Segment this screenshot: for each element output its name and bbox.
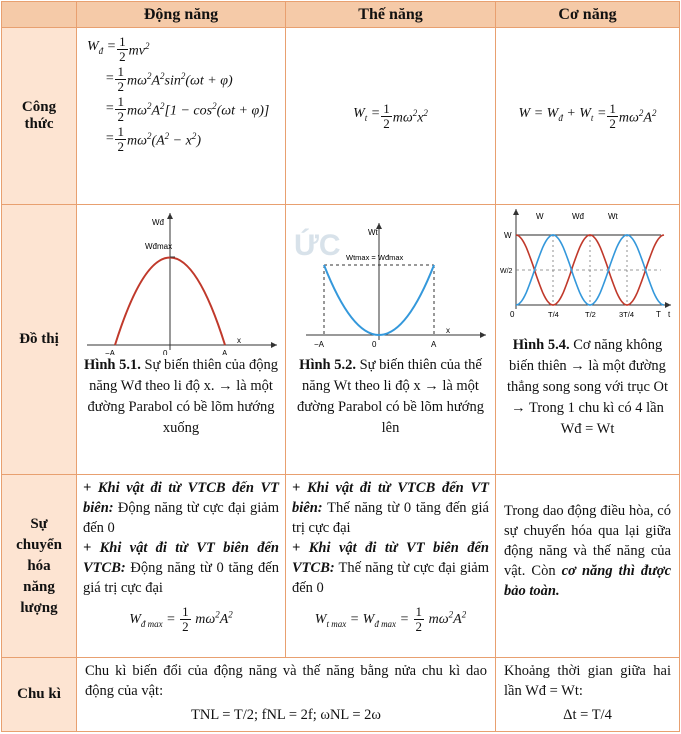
tick-T4: T/4: [548, 310, 559, 319]
tick-T: T: [656, 310, 661, 319]
potential-parabola-graph: [286, 205, 495, 355]
eq-kin-3: = $\frac{1}{2}$ $m\omega^2A^2[1 - \cos^2(\omega t + \varphi)]$: [105, 93, 270, 124]
header-mechanical: Cơ năng: [495, 1, 680, 28]
tick-zero-3: 0: [510, 310, 515, 319]
legend-Wd: Wđ: [572, 212, 584, 221]
header-empty: [1, 1, 77, 28]
graph-kinetic-cell: [76, 204, 286, 475]
axis-Wt-label: Wt: [368, 228, 378, 237]
axis-x-label: x: [237, 336, 241, 345]
eq-kin-2: = $\frac{1}{2}$ $m\omega^2A^2\sin^2(\omega t + \varphi)$: [105, 63, 233, 94]
fig1-text: Sự biến thiên của động năng Wđ theo li độ x. → là một đường Parabol có bề lõm hướng xuống: [87, 357, 278, 436]
fig2-label: Hình 5.2.: [299, 357, 356, 373]
period-text: Chu kì biến đổi của động năng và thế năng bằng nửa chu kì dao động của vật:: [85, 663, 487, 699]
legend-W: W: [536, 212, 544, 221]
row-formula-label: Công thức: [1, 27, 77, 205]
axis-t-label: t: [668, 310, 671, 319]
header-kinetic: Động năng: [76, 1, 286, 28]
energy-potential-p1: [292, 478, 489, 538]
energy-potential-eq: $W_{t max} = W_{đ max}$ = $\frac{1}{2}$ $m\omega^2A^2$: [314, 603, 467, 634]
formula-kinetic-cell: [76, 27, 286, 205]
tick-minus-A-2: −A: [314, 340, 325, 349]
period-eq: TNL = T/2; fNL = 2f; ωNL = 2ω: [191, 707, 381, 723]
energy-mechanical-cell: [495, 474, 680, 658]
kin-text-1: Động năng từ cực đại giảm đến 0: [83, 500, 280, 536]
graph-mechanical-cell: [495, 204, 680, 475]
tick-A: A: [222, 349, 228, 355]
axis-Wd-label: Wđ: [152, 218, 164, 227]
tick-minus-A: −A: [105, 349, 116, 355]
pot-text-2: Thế năng từ cực đại giảm đến 0: [292, 560, 489, 596]
watermark: ỨC: [294, 229, 341, 262]
mech-text: Trong dao động điều hòa, có sự chuyển hóa qua lại giữa động năng và thế năng của vật. Còn: [504, 503, 671, 579]
kin-heading-1: + Khi vật đi từ VTCB đến VT biên:: [83, 480, 279, 516]
period-right-eq: Δt = T/4: [563, 707, 612, 723]
tick-zero-2: 0: [372, 340, 377, 349]
graph-potential-cell: [285, 204, 496, 475]
tick-W2: W/2: [500, 268, 513, 275]
energy-kinetic-p1: [83, 478, 279, 538]
row-period-label: Chu kì: [1, 657, 77, 732]
header-potential: Thế năng: [285, 1, 496, 28]
axis-Wdmax-label: Wđmax: [145, 242, 173, 251]
eq-kin-4: = $\frac{1}{2}$ $m\omega^2(A^2 - x^2)$: [105, 123, 202, 154]
kin-heading-2: + Khi vật đi từ VT biên đến VTCB:: [83, 540, 279, 576]
fig2-caption: [286, 355, 495, 439]
formula-mechanical-cell: $W = W_đ + W_t$ = $\frac{1}{2}$ $m\omega^2A^2$: [495, 27, 680, 205]
row-graph-label: Đồ thị: [1, 204, 77, 475]
formula-potential-cell: $W_t$ = $\frac{1}{2}$ $m\omega^2x^2$: [285, 27, 496, 205]
fig1-caption: [77, 355, 285, 439]
fig3-text: Cơ năng không biến thiên → là một đường thẳng song song với trục Ot → Trong 1 chu kì có 4 lần Wđ = Wt: [506, 337, 669, 437]
tick-zero: 0: [163, 349, 168, 355]
eq-kin-1: $W_đ$ = $\frac{1}{2}$ $mv^2$: [87, 33, 150, 64]
axis-x-label-2: x: [446, 326, 450, 335]
row-energy-label: Sự chuyển hóa năng lượng: [1, 474, 77, 658]
energy-table: [1, 1, 680, 732]
energy-potential-cell: [285, 474, 496, 658]
axis-W-left: W: [504, 231, 512, 240]
period-right-cell: [495, 657, 680, 732]
fig3-label: Hình 5.4.: [512, 337, 570, 353]
energy-kinetic-eq: $W_{đ max}$ = $\frac{1}{2}$ $m\omega^2A^2$: [129, 603, 233, 634]
fig2-text: Sự biến thiên của thế năng Wt theo li độ x → là một đường Parabol có bề lõm hướng lên: [297, 357, 484, 436]
mech-bold: cơ năng thì được bảo toàn.: [504, 563, 672, 599]
kinetic-parabola-graph: [77, 205, 285, 355]
fig1-label: Hình 5.1.: [84, 357, 141, 373]
energy-time-graph: [496, 205, 679, 335]
pot-text-1: Thế năng từ 0 tăng đến giá trị cực đại: [292, 500, 489, 536]
kin-text-2: Động năng từ 0 tăng đến giá trị cực đại: [83, 560, 279, 596]
tick-A-2: A: [431, 340, 437, 349]
period-left-cell: [76, 657, 496, 732]
pot-heading-1: + Khi vật đi từ VTCB đến VT biên:: [292, 480, 489, 516]
tick-3T4: 3T/4: [619, 310, 635, 319]
pot-heading-2: + Khi vật đi từ VT biên đến VTCB:: [292, 540, 489, 576]
axis-Wtmax-label: Wtmax = Wđmax: [346, 253, 404, 262]
tick-T2: T/2: [585, 310, 596, 319]
energy-kinetic-p2: [83, 538, 279, 598]
energy-kinetic-cell: [76, 474, 286, 658]
period-right-text: Khoảng thời gian giữa hai lần Wđ = Wt:: [504, 663, 671, 699]
legend-Wt: Wt: [608, 212, 618, 221]
fig3-caption: [496, 335, 679, 440]
energy-potential-p2: [292, 538, 489, 598]
